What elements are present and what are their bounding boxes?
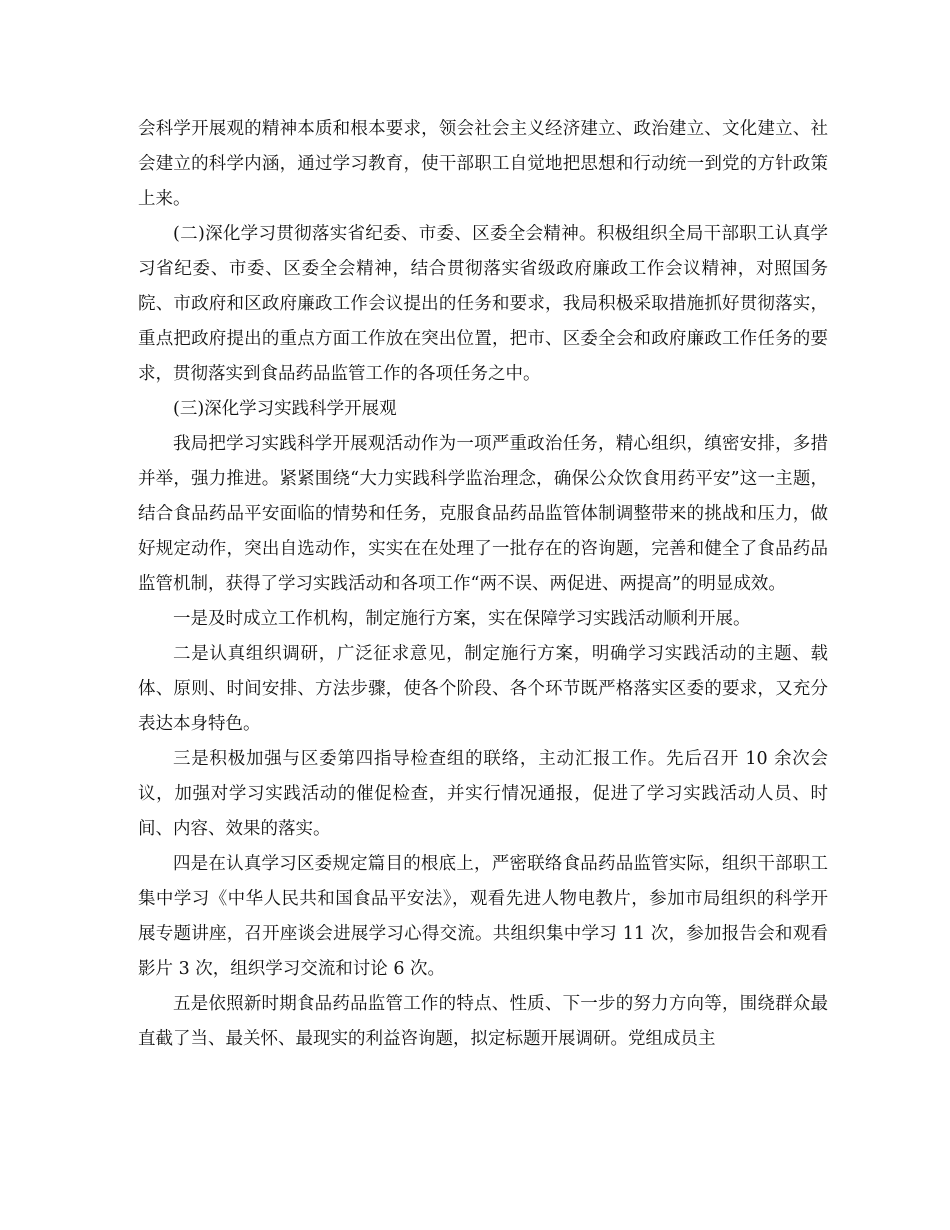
- paragraph-section-2: (二)深化学习贯彻落实省纪委、市委、区委全会精神。积极组织全局干部职工认真学习省纪委、市委、区委全会精神，结合贯彻落实省级政府廉政工作会议精神，对照国务院、市政府和区政府廉政工作会议提出的任务和要求，我局积极采取措施抓好贯彻落实，重点把政府提出的重点方面工作放在突出位置，把市、区委全会和政府廉政工作任务的要求，贯彻落实到食品药品监管工作的各项任务之中。: [138, 224, 828, 384]
- section-heading-3: (三)深化学习实践科学开展观: [173, 399, 397, 419]
- paragraph-study-practice: 我局把学习实践科学开展观活动作为一项严重政治任务，精心组织，缜密安排，多措并举，强力推进。紧紧围绕“大力实践科学监治理念，确保公众饮食用药平安”这一主题，结合食品药品平安面临的情势和任务，克服食品药品监管体制调整带来的挑战和压力，做好规定动作，突出自选动作，实实在在处理了一批存在的咨询题，完善和健全了食品药品监管机制，获得了学习实践活动和各项工作“两不误、两促进、两提高”的明显成效。: [138, 434, 828, 594]
- paragraph-point-2: 二是认真组织调研，广泛征求意见，制定施行方案，明确学习实践活动的主题、载体、原则、时间安排、方法步骤，使各个阶段、各个环节既严格落实区委的要求，又充分表达本身特色。: [138, 644, 828, 734]
- paragraph-point-4: 四是在认真学习区委规定篇目的根底上，严密联络食品药品监管实际，组织干部职工集中学习《中华人民共和国食品平安法》，观看先进人物电教片，参加市局组织的科学开展专题讲座，召开座谈会进展学习心得交流。共组织集中学习 11 次，参加报告会和观看影片 3 次，组织学习交流和讨论 6 次。: [138, 854, 828, 979]
- paragraph-point-5: 五是依照新时期食品药品监管工作的特点、性质、下一步的努力方向等，围绕群众最直截了当、最关怀、最现实的利益咨询题，拟定标题开展调研。党组成员主: [138, 994, 828, 1049]
- document-body: [138, 112, 828, 1057]
- paragraph-continuation: 会科学开展观的精神本质和根本要求，领会社会主义经济建立、政治建立、文化建立、社会建立的科学内涵，通过学习教育，使干部职工自觉地把思想和行动统一到党的方针政策上来。: [138, 119, 828, 209]
- paragraph-point-3: 三是积极加强与区委第四指导检查组的联络，主动汇报工作。先后召开 10 余次会议，加强对学习实践活动的催促检查，并实行情况通报，促进了学习实践活动人员、时间、内容、效果的落实。: [138, 749, 828, 839]
- paragraph-point-1: 一是及时成立工作机构，制定施行方案，实在保障学习实践活动顺利开展。: [173, 609, 751, 629]
